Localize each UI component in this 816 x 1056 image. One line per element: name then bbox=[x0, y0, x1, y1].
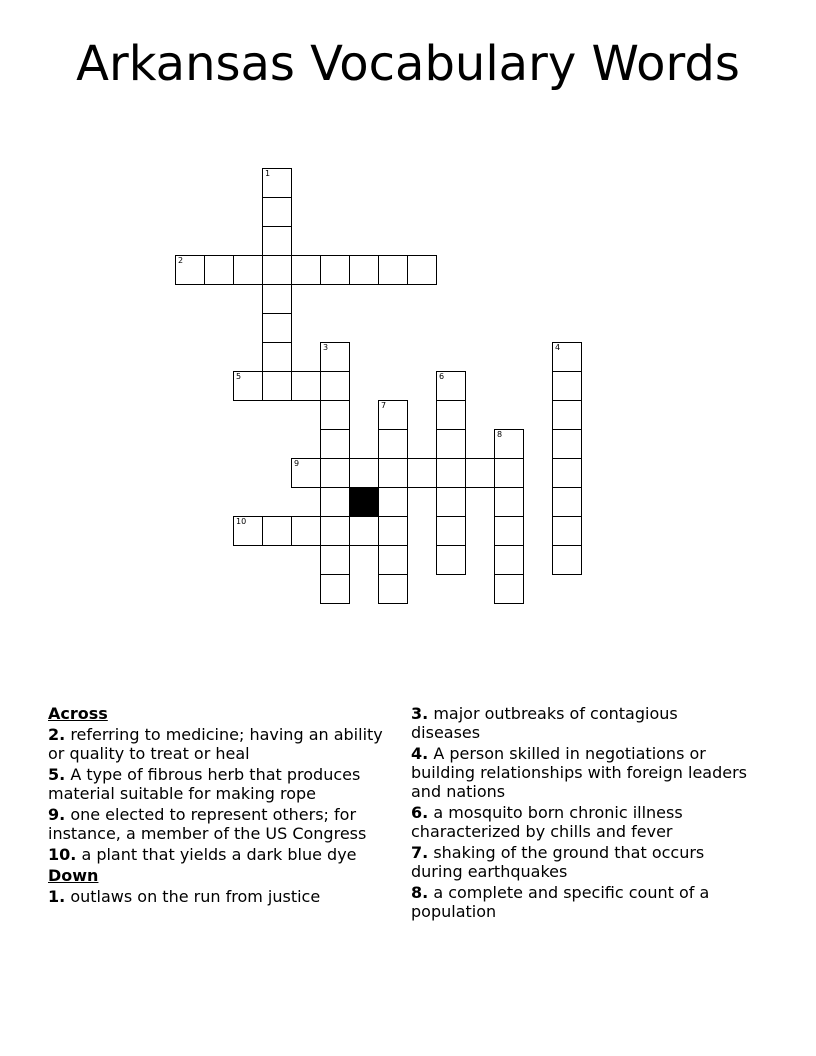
grid-cell[interactable] bbox=[262, 255, 292, 285]
grid-cell[interactable] bbox=[262, 284, 292, 314]
grid-cell[interactable] bbox=[262, 342, 292, 372]
clue-number: 7. bbox=[411, 843, 429, 862]
grid-cell[interactable] bbox=[204, 255, 234, 285]
grid-cell[interactable] bbox=[320, 342, 350, 372]
page-title: Arkansas Vocabulary Words bbox=[76, 36, 740, 92]
grid-cell[interactable] bbox=[436, 545, 466, 575]
clue-down-4 bbox=[411, 744, 751, 801]
grid-cell[interactable] bbox=[291, 371, 321, 401]
clue-number-label: 1 bbox=[265, 169, 271, 178]
grid-cell[interactable] bbox=[407, 458, 437, 488]
clue-number-label: 7 bbox=[381, 401, 387, 410]
clue-number-label: 3 bbox=[323, 343, 329, 352]
grid-cell[interactable] bbox=[378, 400, 408, 430]
grid-cell[interactable] bbox=[291, 458, 321, 488]
across-heading: Across bbox=[48, 704, 108, 723]
grid-cell[interactable] bbox=[262, 168, 292, 198]
clue-down-1 bbox=[48, 887, 393, 906]
clue-down-8 bbox=[411, 883, 751, 921]
grid-cell[interactable] bbox=[378, 545, 408, 575]
grid-cell[interactable] bbox=[320, 516, 350, 546]
clue-text: a complete and specific count of a population bbox=[411, 883, 710, 921]
grid-cell[interactable] bbox=[291, 516, 321, 546]
grid-cell[interactable] bbox=[494, 574, 524, 604]
grid-cell[interactable] bbox=[320, 429, 350, 459]
grid-cell[interactable] bbox=[436, 429, 466, 459]
grid-cell[interactable] bbox=[320, 458, 350, 488]
clue-text: A type of fibrous herb that produces material suitable for making rope bbox=[48, 765, 361, 803]
grid-cell[interactable] bbox=[349, 255, 379, 285]
clue-text: a plant that yields a dark blue dye bbox=[81, 845, 357, 864]
down-heading: Down bbox=[48, 866, 99, 885]
grid-cell[interactable] bbox=[378, 458, 408, 488]
grid-cell[interactable] bbox=[494, 545, 524, 575]
grid-cell[interactable] bbox=[436, 458, 466, 488]
grid-cell[interactable] bbox=[552, 487, 582, 517]
grid-cell[interactable] bbox=[233, 371, 263, 401]
grid-cell[interactable] bbox=[320, 487, 350, 517]
grid-cell[interactable] bbox=[552, 400, 582, 430]
grid-cell[interactable] bbox=[552, 342, 582, 372]
clue-across-10 bbox=[48, 845, 393, 864]
clue-down-6 bbox=[411, 803, 751, 841]
grid-cell[interactable] bbox=[378, 487, 408, 517]
clue-number-label: 5 bbox=[236, 372, 242, 381]
grid-cell[interactable] bbox=[175, 255, 205, 285]
clue-text: referring to medicine; having an ability or quality to treat or heal bbox=[48, 725, 383, 763]
grid-cell[interactable] bbox=[320, 400, 350, 430]
clue-across-2 bbox=[48, 725, 393, 763]
grid-cell[interactable] bbox=[465, 458, 495, 488]
grid-cell[interactable] bbox=[378, 429, 408, 459]
clue-number: 2. bbox=[48, 725, 66, 744]
clue-number-label: 4 bbox=[555, 343, 561, 352]
grid-cell[interactable] bbox=[233, 516, 263, 546]
grid-cell[interactable] bbox=[349, 458, 379, 488]
grid-cell[interactable] bbox=[320, 255, 350, 285]
clue-number: 9. bbox=[48, 805, 66, 824]
grid-cell[interactable] bbox=[291, 255, 321, 285]
grid-cell[interactable] bbox=[552, 516, 582, 546]
grid-cell[interactable] bbox=[552, 429, 582, 459]
clue-number-label: 6 bbox=[439, 372, 445, 381]
grid-cell[interactable] bbox=[494, 458, 524, 488]
grid-cell[interactable] bbox=[436, 487, 466, 517]
clue-number: 8. bbox=[411, 883, 429, 902]
clue-down-7 bbox=[411, 843, 751, 881]
clue-across-9 bbox=[48, 805, 393, 843]
grid-cell[interactable] bbox=[407, 255, 437, 285]
grid-cell[interactable] bbox=[262, 516, 292, 546]
grid-cell[interactable] bbox=[320, 371, 350, 401]
clue-number-label: 10 bbox=[236, 517, 247, 526]
grid-block bbox=[349, 487, 379, 517]
grid-cell[interactable] bbox=[494, 516, 524, 546]
grid-cell[interactable] bbox=[436, 516, 466, 546]
grid-cell[interactable] bbox=[262, 313, 292, 343]
grid-cell[interactable] bbox=[349, 516, 379, 546]
clue-text: shaking of the ground that occurs during earthquakes bbox=[411, 843, 705, 881]
grid-cell[interactable] bbox=[320, 545, 350, 575]
grid-cell[interactable] bbox=[378, 574, 408, 604]
grid-cell[interactable] bbox=[262, 371, 292, 401]
clue-number-label: 9 bbox=[294, 459, 300, 468]
clues-column-right bbox=[411, 702, 751, 921]
grid-cell[interactable] bbox=[320, 574, 350, 604]
clue-number: 1. bbox=[48, 887, 66, 906]
grid-cell[interactable] bbox=[233, 255, 263, 285]
clue-text: A person skilled in negotiations or building relationships with foreign leaders and nations bbox=[411, 744, 747, 801]
grid-cell[interactable] bbox=[552, 545, 582, 575]
grid-cell[interactable] bbox=[494, 429, 524, 459]
clue-number: 4. bbox=[411, 744, 429, 763]
clue-text: a mosquito born chronic illness characterized by chills and fever bbox=[411, 803, 683, 841]
grid-cell[interactable] bbox=[378, 516, 408, 546]
clue-text: major outbreaks of contagious diseases bbox=[411, 704, 678, 742]
clue-number-label: 2 bbox=[178, 256, 184, 265]
grid-cell[interactable] bbox=[436, 400, 466, 430]
clue-text: outlaws on the run from justice bbox=[70, 887, 321, 906]
clue-text: one elected to represent others; for instance, a member of the US Congress bbox=[48, 805, 367, 843]
grid-cell[interactable] bbox=[552, 371, 582, 401]
grid-cell[interactable] bbox=[436, 371, 466, 401]
grid-cell[interactable] bbox=[262, 226, 292, 256]
grid-cell[interactable] bbox=[552, 458, 582, 488]
grid-cell[interactable] bbox=[378, 255, 408, 285]
grid-cell[interactable] bbox=[262, 197, 292, 227]
clue-number: 5. bbox=[48, 765, 66, 784]
clues-column-left bbox=[48, 702, 393, 906]
clue-down-3 bbox=[411, 704, 751, 742]
grid-cell[interactable] bbox=[494, 487, 524, 517]
clue-number: 3. bbox=[411, 704, 429, 723]
clue-number: 10. bbox=[48, 845, 77, 864]
clue-number: 6. bbox=[411, 803, 429, 822]
clue-number-label: 8 bbox=[497, 430, 503, 439]
clue-across-5 bbox=[48, 765, 393, 803]
